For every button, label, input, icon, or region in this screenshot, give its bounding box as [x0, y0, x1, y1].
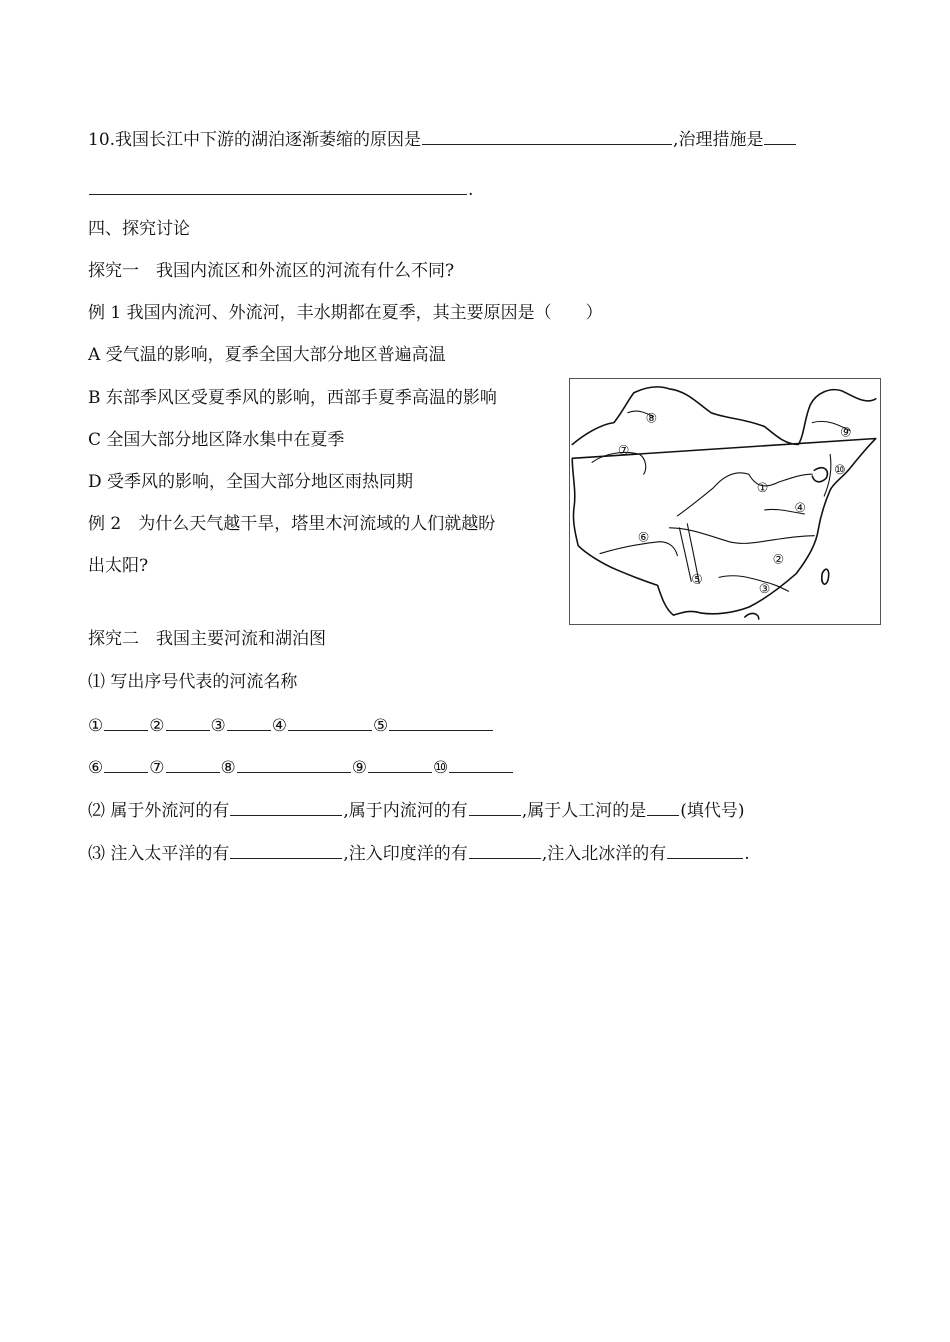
- blank-9[interactable]: [368, 754, 432, 773]
- china-rivers-map-svg: [570, 379, 880, 624]
- q3-text-d: .: [744, 844, 750, 864]
- q2-blank-canal[interactable]: [647, 797, 679, 816]
- hainan-outline: [745, 613, 759, 619]
- q2-blank-exterior[interactable]: [230, 797, 342, 816]
- blank-8[interactable]: [237, 754, 351, 773]
- marker-8: ⑧: [220, 758, 236, 778]
- map-label-8: ⑧: [645, 411, 658, 427]
- boundary-line: [572, 387, 876, 615]
- marker-1: ①: [88, 716, 104, 736]
- explore2-title: 探究二 我国主要河流和湖泊图: [88, 629, 326, 649]
- map-label-10: ⑩: [834, 463, 846, 479]
- blank-4[interactable]: [288, 712, 372, 731]
- question-10: [88, 126, 797, 152]
- map-label-7: ⑦: [617, 443, 630, 459]
- china-rivers-map: [569, 378, 881, 625]
- example2-line1: 例 2 为什么天气越干旱，塔里木河流域的人们就越盼: [88, 514, 496, 534]
- river-name-row-2: [88, 754, 514, 780]
- blank-7[interactable]: [166, 754, 220, 773]
- taiwan-outline: [822, 569, 829, 584]
- q2-text-a: ⑵ 属于外流河的有: [88, 801, 230, 821]
- map-label-9: ⑨: [840, 425, 852, 441]
- marker-4: ④: [271, 716, 287, 736]
- q10-blank-reason[interactable]: [422, 126, 672, 145]
- q3-text-c: ,注入北冰洋的有: [541, 844, 667, 864]
- q10-blank-measure-b[interactable]: [89, 176, 467, 195]
- q10-end: .: [468, 180, 474, 200]
- river-1: [677, 473, 812, 516]
- q2-text-c: ,属于人工河的是: [521, 801, 647, 821]
- option-b[interactable]: B 东部季风区受夏季风的影响，西部手夏季高温的影响: [88, 388, 497, 408]
- marker-7: ⑦: [149, 758, 165, 778]
- map-label-5: ⑤: [691, 572, 703, 588]
- question-10-cont: [88, 176, 473, 202]
- q2-text-d: (填代号): [680, 801, 745, 821]
- example1-question: 例 1 我国内流河、外流河，丰水期都在夏季，其主要原因是（ ）: [88, 303, 603, 323]
- q10-text-a: 10.我国长江中下游的湖泊逐渐萎缩的原因是: [88, 130, 422, 150]
- blank-5[interactable]: [389, 712, 493, 731]
- q3-text-a: ⑶ 注入太平洋的有: [88, 844, 230, 864]
- explore2-q2: [88, 797, 744, 823]
- q3-blank-pacific[interactable]: [230, 840, 342, 859]
- q3-blank-arctic[interactable]: [667, 840, 743, 859]
- explore2-q3: [88, 840, 750, 866]
- example2-line2: 出太阳?: [88, 556, 149, 576]
- explore2-q1: ⑴ 写出序号代表的河流名称: [88, 672, 298, 692]
- blank-3[interactable]: [227, 712, 271, 731]
- coast-line: [812, 468, 827, 482]
- q3-blank-indian[interactable]: [469, 840, 541, 859]
- river-name-row-1: [88, 712, 494, 738]
- marker-5: ⑤: [373, 716, 389, 736]
- map-label-4: ④: [794, 500, 806, 516]
- map-label-2: ②: [772, 552, 785, 568]
- option-d[interactable]: D 受季风的影响，全国大部分地区雨热同期: [88, 472, 414, 492]
- map-label-3: ③: [758, 582, 771, 598]
- blank-1[interactable]: [104, 712, 148, 731]
- blank-10[interactable]: [449, 754, 513, 773]
- option-c[interactable]: C 全国大部分地区降水集中在夏季: [88, 430, 345, 450]
- map-label-1: ①: [756, 481, 769, 497]
- marker-6: ⑥: [88, 758, 104, 778]
- q3-text-b: ,注入印度洋的有: [343, 844, 468, 864]
- marker-10: ⑩: [433, 758, 449, 778]
- q10-text-b: ,治理措施是: [673, 130, 764, 150]
- q10-blank-measure-a[interactable]: [764, 126, 796, 145]
- explore1-title: 探究一 我国内流区和外流区的河流有什么不同?: [88, 261, 455, 281]
- section-title: 四、探究讨论: [88, 219, 190, 239]
- marker-3: ③: [210, 716, 226, 736]
- marker-9: ⑨: [351, 758, 367, 778]
- q2-text-b: ,属于内流河的有: [343, 801, 468, 821]
- option-a[interactable]: A 受气温的影响，夏季全国大部分地区普遍高温: [88, 345, 446, 365]
- map-label-6: ⑥: [637, 530, 650, 546]
- marker-2: ②: [149, 716, 165, 736]
- q2-blank-interior[interactable]: [469, 797, 521, 816]
- blank-6[interactable]: [104, 754, 148, 773]
- blank-2[interactable]: [166, 712, 210, 731]
